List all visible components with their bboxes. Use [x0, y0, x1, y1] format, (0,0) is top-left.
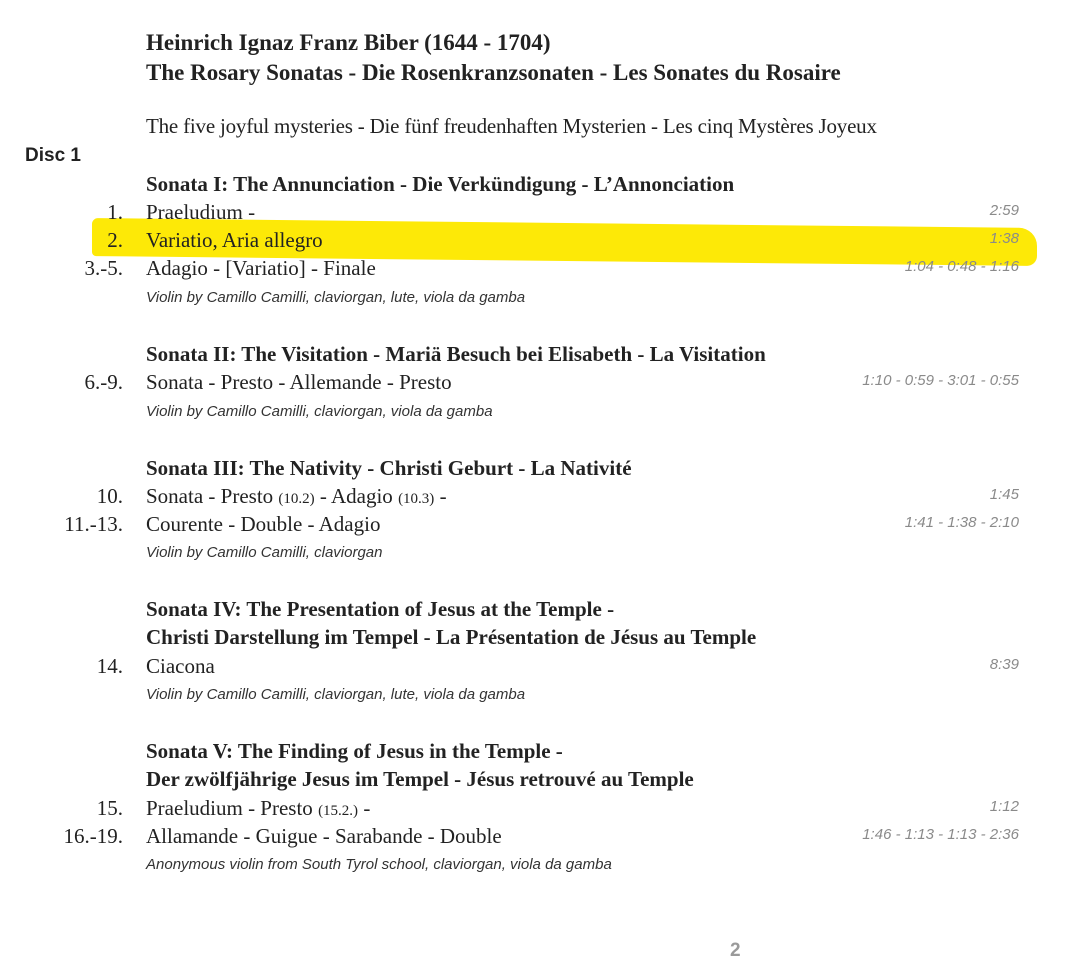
track-row-highlighted[interactable]	[0, 226, 1066, 254]
track-number: 6.-9.	[84, 370, 123, 394]
track-title: Variatio, Aria allegro	[146, 228, 323, 252]
sonata-title: Sonata II: The Visitation - Mariä Besuch bei Elisabeth - La Visitation	[146, 342, 766, 366]
instrumentation-note: Violin by Camillo Camilli, claviorgan, viola da gamba	[146, 403, 493, 420]
disc-label: Disc 1	[25, 145, 81, 166]
track-row[interactable]	[0, 652, 1066, 680]
track-number: 14.	[96, 654, 123, 678]
track-number: 3.-5.	[84, 256, 123, 280]
track-number: 1.	[107, 200, 123, 224]
sonata-title-line: Der zwölfjährige Jesus im Tempel - Jésus retrouvé au Temple	[146, 767, 694, 791]
track-row[interactable]	[0, 482, 1066, 510]
work-title-line: The Rosary Sonatas - Die Rosenkranzsonaten - Les Sonates du Rosaire	[146, 60, 841, 85]
instrumentation-note: Violin by Camillo Camilli, claviorgan, lute, viola da gamba	[146, 289, 526, 306]
track-title-part: - Adagio	[319, 484, 393, 508]
track-duration: 1:04 - 0:48 - 1:16	[904, 258, 1019, 275]
composer-line: Heinrich Ignaz Franz Biber (1644 - 1704)	[146, 30, 551, 55]
track-title-part: Sonata - Presto	[146, 484, 274, 508]
track-number: 10.	[96, 484, 123, 508]
track-duration: 1:12	[989, 798, 1019, 815]
instrumentation-note: Violin by Camillo Camilli, claviorgan, lute, viola da gamba	[146, 686, 526, 703]
track-duration: 1:41 - 1:38 - 2:10	[904, 514, 1019, 531]
sonata-title-line: Sonata V: The Finding of Jesus in the Temple -	[146, 739, 563, 763]
track-subnumber: (10.2)	[278, 491, 315, 507]
track-number: 11.-13.	[64, 512, 123, 536]
instrumentation-note: Violin by Camillo Camilli, claviorgan	[146, 544, 383, 561]
track-title: Adagio - [Variatio] - Finale	[146, 256, 376, 280]
track-title-part: -	[363, 796, 371, 820]
track-title: Praeludium -	[146, 200, 256, 224]
sonata-title-line: Sonata IV: The Presentation of Jesus at the Temple -	[146, 597, 615, 621]
sonata-title: Sonata I: The Annunciation - Die Verkündigung - L’Annonciation	[146, 172, 735, 196]
page-number: 2	[730, 940, 741, 961]
track-subnumber: (10.3)	[398, 491, 435, 507]
mysteries-subtitle: The five joyful mysteries - Die fünf freudenhaften Mysterien - Les cinq Mystères Joyeux	[146, 114, 877, 138]
track-title	[146, 482, 447, 513]
track-number: 2.	[107, 228, 123, 252]
track-title-part: -	[439, 484, 447, 508]
track-row[interactable]	[0, 368, 1066, 396]
track-row[interactable]	[0, 822, 1066, 850]
instrumentation-note: Anonymous violin from South Tyrol school, claviorgan, viola da gamba	[146, 856, 612, 873]
sonata-title	[146, 595, 756, 651]
track-row[interactable]	[0, 198, 1066, 226]
track-title	[146, 794, 370, 825]
track-row[interactable]	[0, 794, 1066, 822]
track-row[interactable]	[0, 254, 1066, 282]
track-title: Sonata - Presto - Allemande - Presto	[146, 370, 452, 394]
track-number: 16.-19.	[63, 824, 123, 848]
track-title-part: Praeludium - Presto	[146, 796, 313, 820]
track-title: Ciacona	[146, 654, 215, 678]
track-duration: 1:10 - 0:59 - 3:01 - 0:55	[862, 372, 1019, 389]
track-number: 15.	[96, 796, 123, 820]
page-title	[146, 28, 841, 88]
track-duration: 1:46 - 1:13 - 1:13 - 2:36	[862, 826, 1019, 843]
sonata-title	[146, 737, 694, 793]
track-duration: 2:59	[989, 202, 1019, 219]
track-duration: 8:39	[989, 656, 1019, 673]
sonata-title-line: Christi Darstellung im Tempel - La Présentation de Jésus au Temple	[146, 625, 757, 649]
track-row[interactable]	[0, 510, 1066, 538]
track-duration: 1:45	[989, 486, 1019, 503]
track-duration: 1:38	[989, 230, 1019, 247]
track-title: Allamande - Guigue - Sarabande - Double	[146, 824, 502, 848]
track-title: Courente - Double - Adagio	[146, 512, 381, 536]
track-subnumber: (15.2.)	[318, 803, 359, 819]
sonata-title: Sonata III: The Nativity - Christi Geburt - La Nativité	[146, 456, 632, 480]
